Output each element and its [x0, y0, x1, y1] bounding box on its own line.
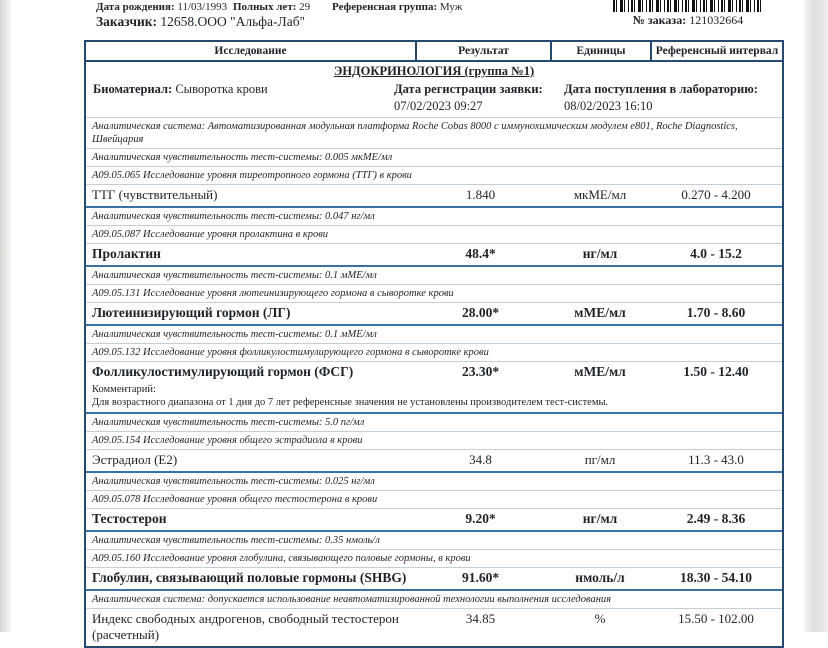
test-reference: 0.270 - 4.200 — [681, 187, 751, 202]
test-units: мМЕ/мл — [574, 305, 626, 320]
test-name: Лютеинизирующий гормон (ЛГ) — [92, 305, 291, 320]
received-date-label: Дата поступления в лабораторию: — [564, 82, 758, 96]
test-reference: 11.3 - 43.0 — [688, 452, 744, 467]
test-reference: 4.0 - 15.2 — [690, 246, 742, 261]
customer-field — [96, 14, 305, 30]
registration-date-label: Дата регистрации заявки: — [394, 82, 543, 96]
test-result: 91.60* — [461, 570, 500, 585]
test-reference: 18.30 - 54.10 — [680, 570, 752, 585]
page-left-margin — [0, 0, 11, 632]
page-right-margin — [804, 0, 828, 632]
test-name: Фолликулостимулирующий гормон (ФСГ) — [92, 364, 354, 379]
test-name: Эстрадиол (E2) — [92, 452, 178, 467]
test-block-shbg — [86, 532, 782, 591]
test-name: Индекс свободных андрогенов, свободный тестостерон (расчетный) — [92, 611, 399, 642]
column-header-result: Результат — [417, 42, 552, 60]
result-row — [86, 509, 782, 530]
test-reference: 1.50 - 12.40 — [683, 364, 749, 379]
sensitivity-note: Аналитическая чувствительность тест-системы: 0.1 мМЕ/мл — [86, 267, 782, 285]
age-field — [233, 1, 310, 13]
sensitivity-note: Аналитическая чувствительность тест-системы: 0.1 мМЕ/мл — [86, 326, 782, 344]
result-row — [86, 609, 782, 646]
test-result: 34.8 — [469, 452, 492, 467]
biomaterial-value: Сыворотка крови — [175, 82, 268, 96]
sensitivity-note: Аналитическая чувствительность тест-системы: 0.005 мкМЕ/мл — [86, 149, 782, 167]
test-name: Пролактин — [92, 246, 161, 261]
column-header-study: Исследование — [86, 42, 417, 60]
test-block-testosterone — [86, 473, 782, 532]
test-units: нмоль/л — [575, 570, 625, 585]
barcode-icon — [613, 0, 763, 12]
test-block-estradiol — [86, 414, 782, 473]
test-units: пг/мл — [584, 452, 616, 467]
biomaterial-label: Биоматериал: — [93, 82, 173, 96]
section-title-row — [86, 62, 782, 80]
sensitivity-note: Аналитическая чувствительность тест-системы: 0.047 нг/мл — [86, 208, 782, 226]
comment-text: Для возрастного диапазона от 1 дня до 7 лет референсные значения не установлены производителем тест-системы. — [92, 397, 609, 408]
column-header-units: Единицы — [552, 42, 652, 60]
test-reference: 2.49 - 8.36 — [686, 511, 746, 526]
result-row — [86, 568, 782, 589]
test-block-lh — [86, 267, 782, 326]
test-units: нг/мл — [582, 511, 618, 526]
result-row — [86, 185, 782, 206]
test-result: 48.4* — [465, 246, 496, 261]
test-units: нг/мл — [582, 246, 618, 261]
test-reference: 1.70 - 8.60 — [686, 305, 746, 320]
study-code-note: А09.05.065 Исследование уровня тиреотропного гормона (ТТГ) в крови — [86, 167, 782, 185]
test-result: 28.00* — [461, 305, 500, 320]
results-table — [84, 40, 784, 648]
analytic-system-note: Аналитическая система: Автоматизированная модульная платформа Roche Cobas 8000 с иммунохимическим модулем e801, Roche Diagnostics, Швейцария — [86, 118, 782, 149]
test-name: Тестостерон — [92, 511, 167, 526]
table-header-row — [86, 42, 782, 62]
study-code-note: А09.05.160 Исследование уровня глобулина, связывающего половые гормоны, в крови — [86, 550, 782, 568]
order-number-value: 121032664 — [689, 13, 744, 27]
result-row — [86, 450, 782, 471]
test-units: мМЕ/мл — [574, 364, 626, 379]
test-result: 23.30* — [461, 364, 500, 379]
biomaterial-row — [86, 80, 782, 118]
test-block-ttg — [86, 149, 782, 208]
test-units: % — [594, 611, 606, 626]
registration-date-value: 07/02/2023 09:27 — [394, 99, 483, 113]
test-name: ТТГ (чувствительный) — [92, 187, 218, 202]
order-block — [598, 0, 778, 28]
birth-date-field — [96, 1, 227, 13]
reference-group-field — [332, 1, 462, 13]
study-code-note: А09.05.131 Исследование уровня лютеинизирующего гормона в сыворотке крови — [86, 285, 782, 303]
section-title: ЭНДОКРИНОЛОГИЯ (группа №1) — [333, 64, 535, 78]
age-label: Полных лет: — [233, 1, 297, 13]
customer-label: Заказчик: — [96, 14, 158, 29]
sensitivity-note: Аналитическая чувствительность тест-системы: 0.025 нг/мл — [86, 473, 782, 491]
result-row — [86, 303, 782, 324]
test-block-fsh — [86, 326, 782, 414]
birth-date-label: Дата рождения: — [96, 1, 175, 13]
test-result: 34.85 — [465, 611, 496, 626]
test-block-prolactin — [86, 208, 782, 267]
column-header-reference: Референсный интервал — [655, 45, 779, 57]
received-date-value: 08/02/2023 16:10 — [564, 99, 653, 113]
comment-block — [86, 383, 782, 412]
study-code-note: А09.05.078 Исследование уровня общего тестостерона в крови — [86, 491, 782, 509]
reference-group-value: Муж — [439, 1, 463, 13]
result-row — [86, 362, 782, 383]
sensitivity-note: Аналитическая чувствительность тест-системы: 5.0 пг/мл — [86, 414, 782, 432]
test-units: мкМЕ/мл — [573, 187, 627, 202]
sensitivity-note: Аналитическая чувствительность тест-системы: 0.35 нмоль/л — [86, 532, 782, 550]
reference-group-label: Референсная группа: — [332, 1, 438, 13]
comment-label: Комментарий: — [92, 384, 156, 395]
order-number-label: № заказа: — [632, 13, 687, 27]
birth-date-value: 11/03/1993 — [177, 1, 228, 13]
biomaterial-field — [93, 82, 268, 97]
test-result: 9.20* — [465, 511, 496, 526]
test-reference: 15.50 - 102.00 — [678, 611, 754, 626]
study-code-note: А09.05.132 Исследование уровня фолликулостимулирующего гормона в сыворотке крови — [86, 344, 782, 362]
analytic-system-note: Аналитическая система: допускается использование неавтоматизированной технологии выполнения исследования — [86, 591, 782, 609]
age-value: 29 — [299, 1, 311, 13]
test-block-free-androgen-index — [86, 591, 782, 646]
customer-value: 12658.ООО "Альфа-Лаб" — [160, 14, 306, 29]
test-name: Глобулин, связывающий половые гормоны (SHBG) — [92, 570, 407, 585]
result-row — [86, 244, 782, 265]
study-code-note: А09.05.087 Исследование уровня пролактина в крови — [86, 226, 782, 244]
study-code-note: А09.05.154 Исследование уровня общего эстрадиола в крови — [86, 432, 782, 450]
test-result: 1.840 — [465, 187, 496, 202]
order-number-field — [598, 13, 778, 28]
